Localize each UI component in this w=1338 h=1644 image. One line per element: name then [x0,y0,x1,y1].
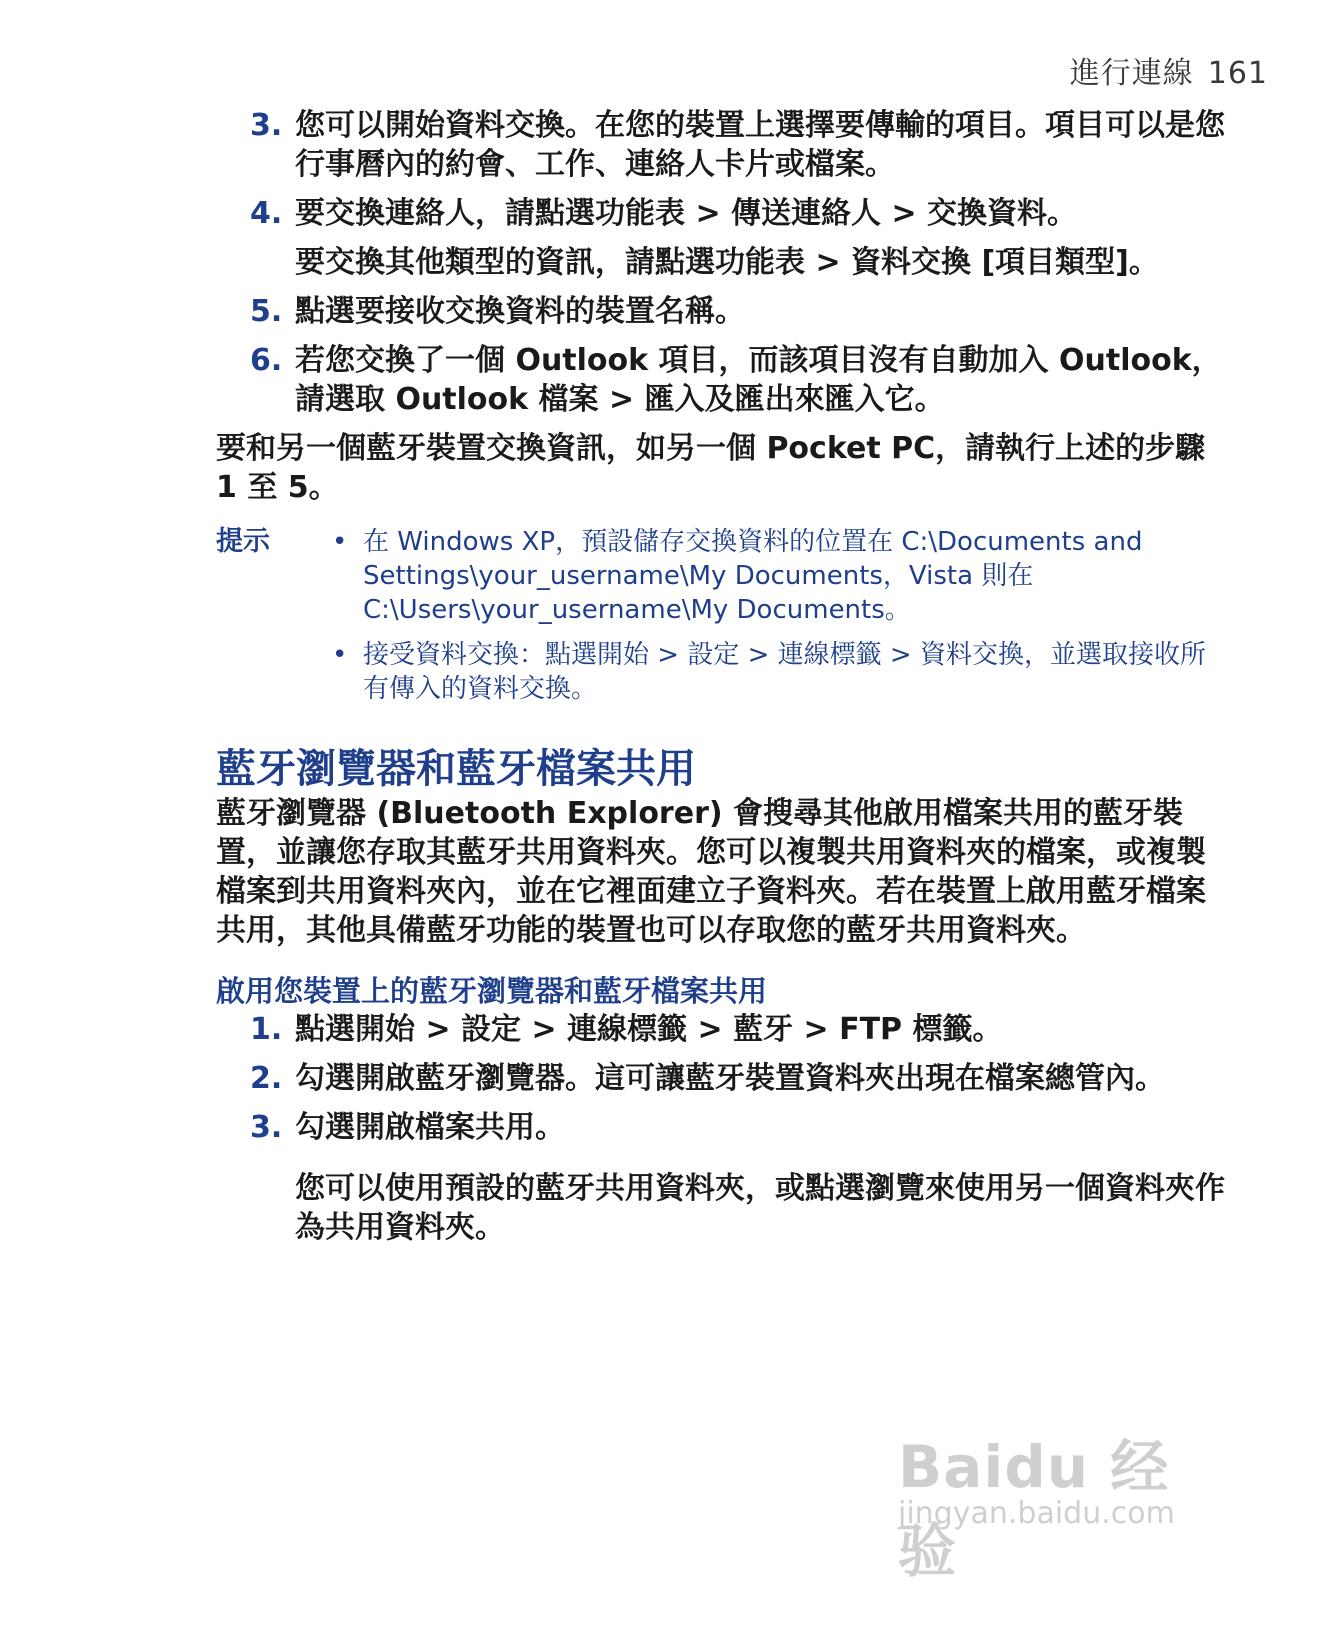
tip-box [216,525,1226,706]
step-item [216,292,1226,331]
step-item [216,1059,1226,1098]
step-number: 3. [250,1110,283,1145]
step-text: 您可以開始資料交換。在您的裝置上選擇要傳輸的項目。項目可以是您行事曆內的約會、工作、連絡人卡片或檔案。 [295,108,1225,182]
step-number: 1. [250,1012,283,1047]
tip-label: 提示 [216,526,270,557]
step-subtext: 您可以使用預設的藍牙共用資料夾，或點選瀏覽來使用另一個資料夾作為共用資料夾。 [295,1171,1225,1245]
step-number: 6. [250,343,283,378]
tip-text: 接受資料交換：點選開始 > 設定 > 連線標籤 > 資料交換，並選取接收所有傳入的資料交換。 [363,640,1206,704]
page-header [1070,48,1268,92]
watermark-logo: Baidu 经验 [898,1433,1170,1585]
bullet-icon: • [332,527,348,557]
step-item [216,106,1226,184]
bullet-icon: • [332,640,348,670]
watermark-url: jingyan.baidu.com [898,1496,1175,1531]
exchange-paragraph: 要和另一個藍牙裝置交換資訊，如另一個 Pocket PC，請執行上述的步驟 1 至 5。 [216,431,1206,505]
step-item [216,194,1226,282]
tip-list [216,525,1226,706]
section-body: 藍牙瀏覽器 (Bluetooth Explorer) 會搜尋其他啟用檔案共用的藍牙裝置，並讓您存取其藍牙共用資料夾。您可以複製共用資料夾的檔案，或複製檔案到共用資料夾內，並在它裡面建立子資料夾。若在裝置上啟用藍牙檔案共用，其他具備藍牙功能的裝置也可以存取您的藍牙共用資料夾。 [216,796,1206,948]
section-title: 藍牙瀏覽器和藍牙檔案共用 [216,746,696,792]
step-text: 勾選開啟藍牙瀏覽器。這可讓藍牙裝置資料夾出現在檔案總管內。 [295,1061,1165,1096]
baidu-watermark [898,1420,1198,1585]
step-number: 5. [250,294,283,329]
tip-item [332,525,1226,627]
step-subtext: 要交換其他類型的資訊，請點選功能表 > 資料交換 [項目類型]。 [295,245,1159,280]
section-subtitle: 啟用您裝置上的藍牙瀏覽器和藍牙檔案共用 [216,974,768,1008]
step-text: 若您交換了一個 Outlook 項目，而該項目沒有自動加入 Outlook，請選取 Outlook 檔案 > 匯入及匯出來匯入它。 [295,343,1222,417]
step-text: 點選開始 > 設定 > 連線標籤 > 藍牙 > FTP 標籤。 [295,1012,1003,1047]
page-number: 161 [1207,56,1268,91]
chapter-title: 進行連線 [1069,56,1194,91]
step-text: 點選要接收交換資料的裝置名稱。 [295,294,745,329]
step-text: 要交換連絡人，請點選功能表 > 傳送連絡人 > 交換資料。 [295,196,1078,231]
step-item [216,1010,1226,1049]
step-item [216,1108,1226,1247]
tip-text: 在 Windows XP，預設儲存交換資料的位置在 C:\Documents and Settings\your_username\My Documents，Vista 則在 C:\Users\your_username\My Documents。 [363,527,1143,625]
step-text: 勾選開啟檔案共用。 [295,1110,565,1145]
step-number: 4. [250,196,283,231]
step-number: 2. [250,1061,283,1096]
step-number: 3. [250,108,283,143]
page-content [216,106,1226,1257]
tip-item [332,638,1226,706]
step-item [216,341,1226,419]
